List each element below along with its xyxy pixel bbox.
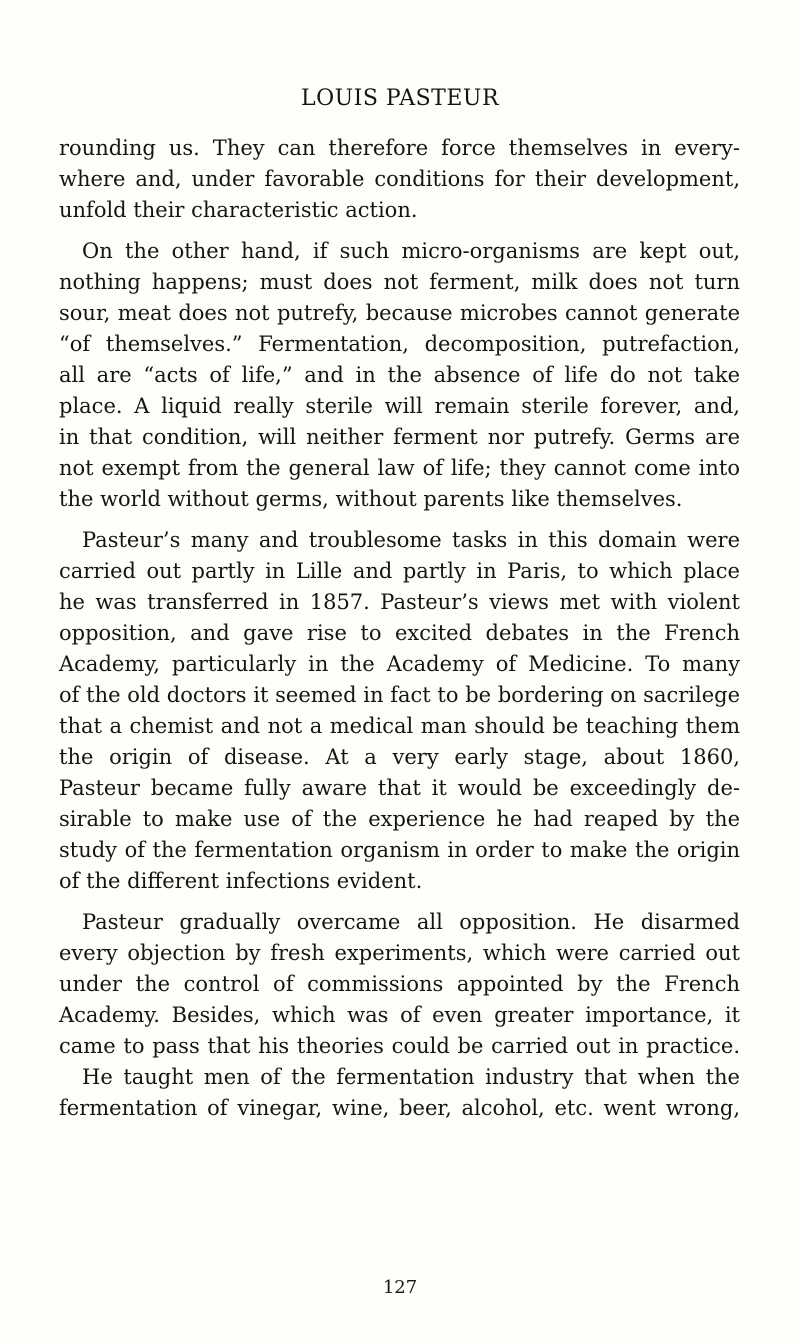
text-line: not exempt from the general law of life; they cannot come into [59, 456, 740, 480]
text-line: the world without germs, without parents like themselves. [59, 487, 683, 511]
text-line: Academy, particularly in the Academy of Medicine. To many [59, 652, 740, 676]
text-line: all are “acts of life,” and in the absence of life do not take [59, 363, 740, 387]
page-number: 127 [382, 1277, 418, 1298]
running-head: LOUIS PASTEUR [300, 86, 500, 111]
text-line: the origin of disease. At a very early stage, about 1860, [59, 745, 740, 769]
text-line: sirable to make use of the experience he had reaped by the [59, 807, 740, 831]
body-text [59, 133, 740, 1134]
text-line: He taught men of the fermentation industry that when the [82, 1065, 740, 1089]
text-line: in that condition, will neither ferment nor putrefy. Germs are [59, 425, 740, 449]
text-line: came to pass that his theories could be carried out in practice. [59, 1034, 740, 1058]
text-line: Pasteur became fully aware that it would be exceedingly de- [59, 776, 740, 800]
text-line: of the old doctors it seemed in fact to be bordering on sacrilege [59, 683, 740, 707]
text-line: carried out partly in Lille and partly in Paris, to which place [59, 559, 740, 583]
text-line: he was transferred in 1857. Pasteur’s views met with violent [59, 590, 740, 614]
text-line: fermentation of vinegar, wine, beer, alcohol, etc. went wrong, [59, 1096, 740, 1120]
paragraph [59, 133, 740, 226]
text-line: study of the fermentation organism in order to make the origin [59, 838, 740, 862]
paragraph [59, 907, 740, 1124]
text-line: under the control of commissions appointed by the French [59, 972, 740, 996]
text-line: Pasteur gradually overcame all opposition. He disarmed [82, 910, 740, 934]
text-line: where and, under favorable conditions for their development, [59, 167, 740, 191]
text-line: that a chemist and not a medical man should be teaching them [59, 714, 740, 738]
text-line: On the other hand, if such micro-organisms are kept out, [82, 239, 740, 263]
text-line: rounding us. They can therefore force themselves in every- [59, 136, 740, 160]
text-line: Pasteur’s many and troublesome tasks in this domain were [82, 528, 740, 552]
text-line: unfold their characteristic action. [59, 198, 418, 222]
paragraph [59, 525, 740, 897]
text-line: opposition, and gave rise to excited debates in the French [59, 621, 740, 645]
text-line: nothing happens; must does not ferment, milk does not turn [59, 270, 740, 294]
text-line: of the different infections evident. [59, 869, 423, 893]
text-line: place. A liquid really sterile will remain sterile forever, and, [59, 394, 740, 418]
paragraph [59, 236, 740, 515]
text-line: “of themselves.” Fermentation, decomposition, putrefaction, [59, 332, 740, 356]
text-line: every objection by fresh experiments, which were carried out [59, 941, 740, 965]
text-line: sour, meat does not putrefy, because microbes cannot generate [59, 301, 740, 325]
text-line: Academy. Besides, which was of even greater importance, it [59, 1003, 740, 1027]
